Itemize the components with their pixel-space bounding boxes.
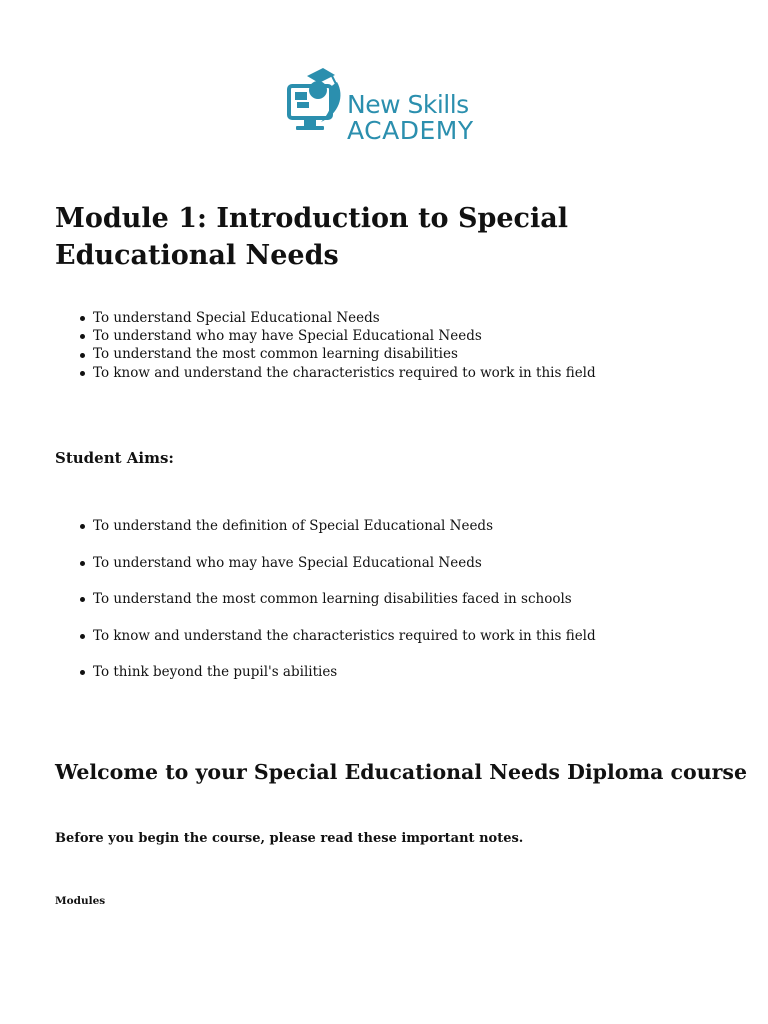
list-item: To understand Special Educational Needs [55, 309, 596, 327]
list-item: To understand the definition of Special Educational Needs [55, 516, 596, 536]
graduate-computer-icon [285, 62, 347, 146]
modules-label: Modules [55, 895, 106, 907]
student-aims-list [55, 516, 596, 699]
welcome-heading: Welcome to your Special Educational Needs Diploma course [55, 760, 747, 784]
page-title: Module 1: Introduction to Special Educational Needs [55, 203, 568, 271]
list-item: To understand the most common learning disabilities faced in schools [55, 589, 596, 609]
logo-line-2: ACADEMY [347, 116, 474, 145]
module-objectives-list [55, 309, 596, 382]
list-item: To understand who may have Special Educational Needs [55, 327, 596, 345]
list-item: To understand the most common learning disabilities [55, 345, 596, 363]
logo-line-1: New Skills [347, 90, 469, 119]
list-item: To know and understand the characteristics required to work in this field [55, 364, 596, 382]
important-notes-text: Before you begin the course, please read these important notes. [55, 831, 524, 846]
list-item: To think beyond the pupil's abilities [55, 662, 596, 682]
student-aims-heading: Student Aims: [55, 449, 174, 467]
list-item: To know and understand the characteristics required to work in this field [55, 626, 596, 646]
list-item: To understand who may have Special Educational Needs [55, 553, 596, 573]
logo-wordmark [347, 92, 474, 143]
new-skills-academy-logo [285, 62, 485, 146]
